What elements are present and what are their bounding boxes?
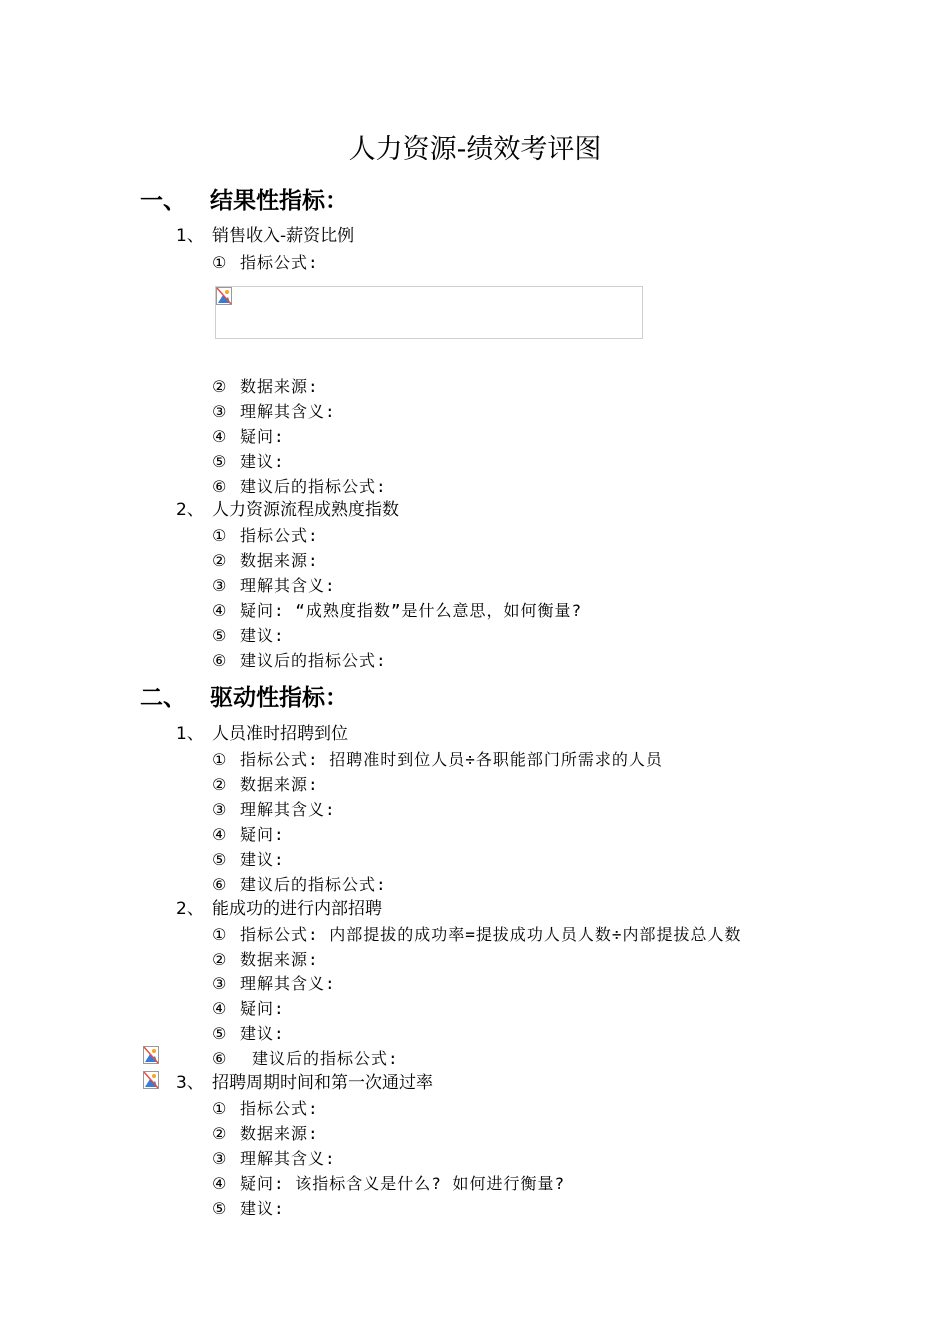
page-title: 人力资源-绩效考评图 [348,134,602,165]
list-item [212,523,319,548]
item-marker: ⑤ [212,850,228,869]
item-marker: ⑤ [212,1199,228,1218]
item-text: 指标公式: [240,253,319,272]
list-item [212,797,336,822]
subsection-number: 1、 [176,724,204,744]
section-number: 一、 [140,188,186,214]
item-text: 指标公式: [240,526,319,545]
item-text: 数据来源: [240,1124,319,1143]
formula-image-frame [215,286,643,339]
item-text: 理解其含义: [240,402,336,421]
item-text: 指标公式: [240,1099,319,1118]
item-text: 建议: [240,626,285,645]
list-item [212,399,336,424]
subsection-heading [176,1071,433,1096]
item-text: 理解其含义: [240,576,336,595]
item-text: 建议: [240,452,285,471]
broken-image-icon [143,1071,159,1089]
subsection-heading [176,498,399,523]
list-item [212,548,319,573]
list-item [212,1046,399,1071]
subsection-label: 招聘周期时间和第一次通过率 [212,1073,433,1093]
item-marker: ⑥ [212,1049,228,1068]
item-marker: ⑥ [212,477,228,496]
item-marker: ④ [212,999,228,1018]
item-marker: ④ [212,825,228,844]
list-item [212,474,387,499]
item-marker: ② [212,950,228,969]
broken-image-icon [143,1046,159,1064]
section-label: 结果性指标： [210,188,348,214]
list-item [212,449,285,474]
section-heading-1 [140,185,348,217]
list-item [212,573,336,598]
item-marker: ① [212,253,228,272]
section-number: 二、 [140,685,186,711]
item-marker: ② [212,775,228,794]
item-marker: ③ [212,576,228,595]
list-item [212,1171,565,1196]
item-marker: ④ [212,601,228,620]
item-text: 数据来源: [240,551,319,570]
item-text: 理解其含义: [240,1149,336,1168]
list-item [212,1146,336,1171]
item-text: 建议后的指标公式: [252,1049,399,1068]
subsection-number: 2、 [176,899,204,919]
list-item [212,1096,319,1121]
subsection-number: 1、 [176,226,204,246]
subsection-heading [176,897,382,922]
subsection-heading [176,722,348,747]
item-text: 建议: [240,1024,285,1043]
item-marker: ③ [212,974,228,993]
item-marker: ③ [212,800,228,819]
list-item [212,623,285,648]
item-marker: ④ [212,1174,228,1193]
list-item [212,971,336,996]
item-marker: ⑥ [212,875,228,894]
item-marker: ① [212,1099,228,1118]
item-marker: ② [212,1124,228,1143]
list-item [212,648,387,673]
item-text: 建议: [240,1199,285,1218]
item-text: 建议后的指标公式: [240,651,387,670]
item-text: 疑问: 该指标含义是什么? 如何进行衡量? [240,1174,566,1193]
item-marker: ③ [212,1149,228,1168]
subsection-label: 人员准时招聘到位 [212,724,348,744]
list-item [212,1121,319,1146]
item-text: 理解其含义: [240,800,336,819]
item-marker: ④ [212,427,228,446]
subsection-number: 2、 [176,500,204,520]
list-item [212,822,285,847]
list-item [212,847,285,872]
subsection-heading [176,224,354,249]
item-text: 指标公式: 招聘准时到位人员÷各职能部门所需求的人员 [240,750,663,769]
item-marker: ⑤ [212,1024,228,1043]
list-item [212,424,285,449]
item-marker: ① [212,526,228,545]
item-marker: ② [212,551,228,570]
item-text: 建议后的指标公式: [240,875,387,894]
item-text: 指标公式: 内部提拔的成功率=提拔成功人员人数÷内部提拔总人数 [240,925,742,944]
item-marker: ① [212,750,228,769]
list-item [212,250,319,275]
list-item [212,598,582,623]
item-marker: ① [212,925,228,944]
list-item [212,996,285,1021]
list-item [212,772,319,797]
item-marker: ② [212,377,228,396]
item-text: 理解其含义: [240,974,336,993]
list-item [212,872,387,897]
item-marker: ⑤ [212,452,228,471]
item-marker: ③ [212,402,228,421]
list-item [212,374,319,399]
list-item [212,1196,285,1221]
item-marker: ⑤ [212,626,228,645]
item-text: 数据来源: [240,377,319,396]
list-item [212,922,742,947]
list-item [212,747,663,772]
broken-image-icon [216,287,232,305]
item-text: 疑问: [240,999,285,1018]
subsection-label: 能成功的进行内部招聘 [212,899,382,919]
item-text: 数据来源: [240,950,319,969]
item-marker: ⑥ [212,651,228,670]
item-text: 疑问: “成熟度指数”是什么意思，如何衡量? [240,601,583,620]
list-item [212,947,319,972]
item-text: 建议: [240,850,285,869]
item-text: 建议后的指标公式: [240,477,387,496]
item-text: 疑问: [240,825,285,844]
section-heading-2 [140,682,348,714]
subsection-label: 人力资源流程成熟度指数 [212,500,399,520]
item-text: 疑问: [240,427,285,446]
subsection-number: 3、 [176,1073,204,1093]
section-label: 驱动性指标： [210,685,348,711]
item-text: 数据来源: [240,775,319,794]
subsection-label: 销售收入-薪资比例 [212,226,355,246]
list-item [212,1021,285,1046]
